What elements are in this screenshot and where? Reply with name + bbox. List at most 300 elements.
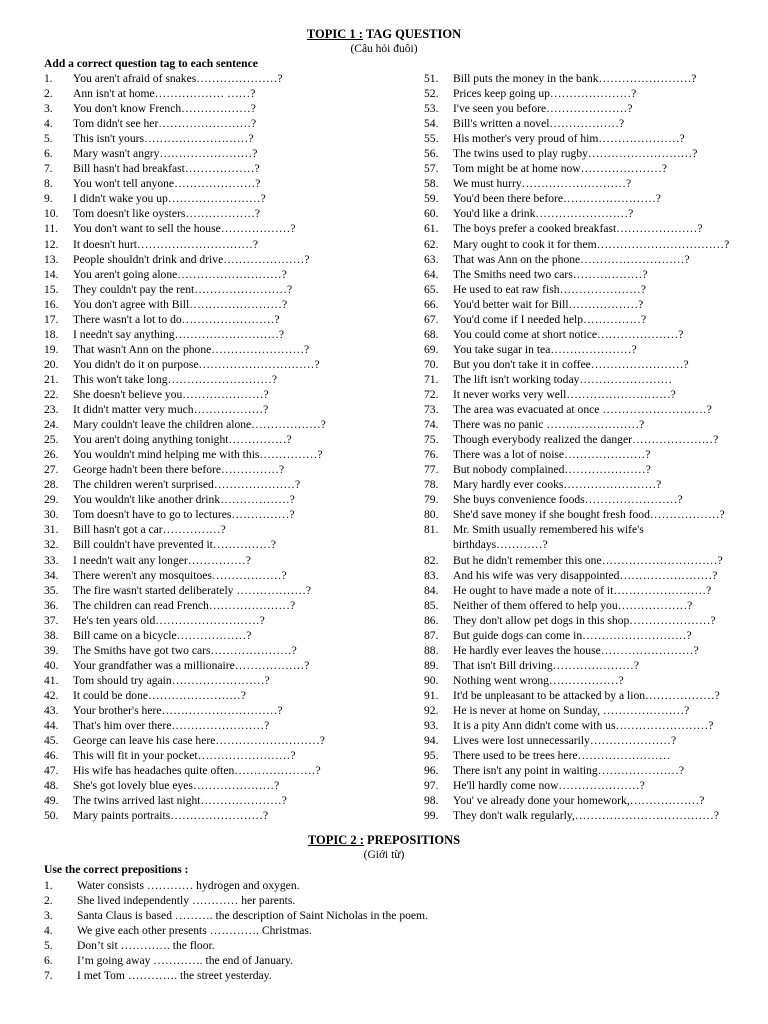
item-number: 1. (44, 72, 53, 85)
exercise-item (44, 718, 414, 733)
item-number: 18. (44, 327, 59, 341)
item-number: 37. (44, 613, 59, 627)
exercise-item (424, 748, 764, 763)
exercise-item (44, 878, 744, 893)
item-text: He ought to have made a note of it……………………? (453, 583, 712, 597)
item-text: But guide dogs can come in………………………? (453, 628, 692, 642)
exercise-item (44, 342, 414, 357)
item-number: 5. (44, 132, 53, 146)
item-text: He's ten years old………………………? (73, 613, 265, 627)
item-text: His mother's very proud of him…………………? (453, 132, 685, 146)
item-number: 19. (44, 342, 59, 356)
exercise-item (44, 71, 414, 86)
exercise-item (44, 462, 414, 477)
exercise-item (44, 522, 414, 537)
item-number: 90. (424, 673, 439, 687)
item-text: She lived independently ………… her parents. (77, 894, 296, 908)
item-number: 14. (44, 267, 59, 281)
item-number: 30. (44, 508, 59, 522)
exercise-item (44, 658, 414, 673)
exercise-item (44, 101, 414, 116)
item-number: 26. (44, 448, 59, 462)
exercise-item (44, 146, 414, 161)
exercise-item (424, 372, 764, 387)
item-number: 69. (424, 342, 439, 356)
topic1-left-column (44, 71, 414, 823)
item-text: Nothing went wrong………………? (453, 673, 624, 687)
exercise-item (44, 312, 414, 327)
exercise-item (44, 923, 744, 938)
exercise-item (424, 86, 764, 101)
exercise-item (44, 237, 414, 252)
item-text: The fire wasn't started deliberately ………………? (73, 583, 312, 597)
item-text: But nobody complained…………………? (453, 463, 651, 477)
exercise-item (424, 553, 764, 568)
item-number: 62. (424, 237, 439, 251)
exercise-item (44, 372, 414, 387)
item-number: 88. (424, 643, 439, 657)
item-number: 5. (44, 939, 53, 953)
exercise-item (44, 221, 414, 236)
exercise-item (424, 598, 764, 613)
item-text: It didn't matter very much………………? (73, 403, 269, 417)
exercise-item (424, 703, 764, 718)
item-text: The lift isn't working today…………………… (453, 372, 673, 386)
exercise-item (424, 522, 764, 552)
item-number: 16. (44, 297, 59, 311)
item-text: Lives were lost unnecessarily…………………? (453, 734, 677, 748)
item-number: 24. (44, 418, 59, 432)
topic1-title (0, 27, 768, 42)
exercise-item (424, 808, 764, 823)
exercise-item (424, 462, 764, 477)
exercise-item (44, 553, 414, 568)
item-text: Bill couldn't have prevented it……………? (73, 538, 277, 552)
item-number: 33. (44, 553, 59, 567)
item-number: 74. (424, 418, 439, 432)
item-text: You'd come if I needed help……………? (453, 312, 647, 326)
item-text: I've seen you before…………………? (453, 102, 633, 116)
item-number: 57. (424, 162, 439, 176)
item-number: 1. (44, 879, 53, 892)
item-text: The children can read French…………………? (73, 598, 296, 612)
item-number: 44. (44, 719, 59, 733)
exercise-item (424, 763, 764, 778)
item-number: 15. (44, 282, 59, 296)
item-text: This won't take long………………………? (73, 372, 277, 386)
exercise-item (424, 131, 764, 146)
item-text: They don't walk regularly,………………………………? (453, 809, 720, 823)
exercise-item (44, 432, 414, 447)
item-text: Don’t sit …………. the floor. (77, 939, 215, 953)
topic1-subtitle: (Câu hỏi đuôi) (350, 43, 418, 55)
item-number: 12. (44, 237, 59, 251)
item-number: 46. (44, 749, 59, 763)
item-number: 47. (44, 764, 59, 778)
item-text: His wife has headaches quite often…………………? (73, 764, 321, 778)
item-number: 49. (44, 794, 59, 808)
item-text: Santa Claus is based ………. the description of Saint Nicholas in the poem. (77, 909, 428, 923)
exercise-item (424, 282, 764, 297)
exercise-item (44, 733, 414, 748)
exercise-item (424, 432, 764, 447)
item-text: Mr. Smith usually remembered his wife's birthdays…………? (453, 523, 644, 552)
item-text: Tom should try again……………………? (73, 673, 270, 687)
exercise-item (424, 146, 764, 161)
item-number: 7. (44, 969, 53, 983)
item-text: The twins arrived last night…………………? (73, 794, 287, 808)
item-text: This will fit in your pocket……………………? (73, 749, 296, 763)
item-text: Bill hasn't got a car……………? (73, 523, 226, 537)
item-number: 4. (44, 924, 53, 938)
exercise-item (44, 86, 414, 101)
exercise-item (44, 537, 414, 552)
item-number: 22. (44, 387, 59, 401)
item-number: 48. (44, 779, 59, 793)
item-text: Though everybody realized the danger…………………? (453, 433, 719, 447)
item-number: 92. (424, 703, 439, 717)
exercise-item (424, 116, 764, 131)
item-number: 40. (44, 658, 59, 672)
exercise-item (44, 568, 414, 583)
exercise-item (424, 387, 764, 402)
exercise-item (424, 342, 764, 357)
item-number: 72. (424, 387, 439, 401)
exercise-item (424, 417, 764, 432)
exercise-item (44, 357, 414, 372)
item-number: 85. (424, 598, 439, 612)
exercise-item (424, 793, 764, 808)
item-text: There isn't any point in waiting…………………? (453, 764, 685, 778)
item-text: They couldn't pay the rent……………………? (73, 282, 293, 296)
item-number: 94. (424, 734, 439, 748)
item-number: 17. (44, 312, 59, 326)
item-number: 77. (424, 463, 439, 477)
item-text: I didn't wake you up……………………? (73, 192, 266, 206)
item-text: Your grandfather was a millionaire………………? (73, 658, 310, 672)
exercise-item (424, 447, 764, 462)
item-number: 56. (424, 147, 439, 161)
item-text: He hardly ever leaves the house……………………? (453, 643, 699, 657)
item-text: You aren't afraid of snakes…………………? (73, 72, 283, 85)
item-number: 78. (424, 478, 439, 492)
item-number: 23. (44, 403, 59, 417)
item-text: The children weren't surprised…………………? (73, 478, 301, 492)
item-text: Tom might be at home now…………………? (453, 162, 667, 176)
item-text: Prices keep going up…………………? (453, 87, 637, 101)
item-text: Ann isn't at home……………… ……? (73, 87, 256, 101)
topic1-header (0, 27, 768, 56)
item-number: 79. (424, 493, 439, 507)
topic2-list (44, 878, 744, 983)
exercise-item (424, 101, 764, 116)
item-number: 95. (424, 749, 439, 763)
exercise-item (44, 116, 414, 131)
item-text: Mary couldn't leave the children alone………………? (73, 418, 326, 432)
exercise-item (424, 237, 764, 252)
exercise-item (44, 968, 744, 983)
item-number: 9. (44, 192, 53, 206)
item-number: 70. (424, 357, 439, 371)
item-text: You'd like a drink……………………? (453, 207, 634, 221)
item-text: People shouldn't drink and drive…………………? (73, 252, 310, 266)
item-number: 34. (44, 568, 59, 582)
item-number: 27. (44, 463, 59, 477)
exercise-item (424, 673, 764, 688)
exercise-item (44, 778, 414, 793)
item-number: 35. (44, 583, 59, 597)
topic2-label: TOPIC 2 : (307, 833, 364, 847)
item-text: They don't allow pet dogs in this shop…………………? (453, 613, 716, 627)
item-text: You wouldn't mind helping me with this……………? (73, 448, 323, 462)
exercise-item (44, 673, 414, 688)
item-number: 45. (44, 734, 59, 748)
exercise-item (424, 658, 764, 673)
exercise-item (44, 477, 414, 492)
item-number: 4. (44, 117, 53, 131)
exercise-item (44, 613, 414, 628)
item-text: It'd be unpleasant to be attacked by a lion………………? (453, 688, 720, 702)
exercise-item (44, 808, 414, 823)
item-number: 82. (424, 553, 439, 567)
exercise-item (424, 161, 764, 176)
item-text: I needn't wait any longer……………? (73, 553, 251, 567)
topic1-label: TOPIC 1 : (306, 27, 363, 41)
item-text: That isn't Bill driving…………………? (453, 658, 639, 672)
exercise-item (424, 252, 764, 267)
exercise-item (424, 628, 764, 643)
topic1-name: TAG QUESTION (362, 27, 462, 41)
item-text: It could be done……………………? (73, 688, 246, 702)
exercise-item (424, 357, 764, 372)
exercise-item (44, 893, 744, 908)
item-number: 91. (424, 688, 439, 702)
exercise-item (44, 507, 414, 522)
topic2-title (0, 833, 768, 848)
item-text: And his wife was very disappointed……………………? (453, 568, 718, 582)
exercise-item (44, 282, 414, 297)
item-text: I met Tom …………. the street yesterday. (77, 969, 272, 983)
item-number: 98. (424, 794, 439, 808)
item-text: Mary paints portraits……………………? (73, 809, 269, 823)
item-text: You'd better wait for Bill………………? (453, 297, 644, 311)
item-text: That was Ann on the phone………………………? (453, 252, 690, 266)
topic2-subtitle: (Giới từ) (363, 849, 405, 861)
item-text: It is a pity Ann didn't come with us……………………? (453, 719, 714, 733)
item-text: You wouldn't like another drink………………? (73, 493, 295, 507)
item-number: 55. (424, 132, 439, 146)
item-text: This isn't yours………………………? (73, 132, 254, 146)
item-text: But you don't take it in coffee……………………? (453, 357, 689, 371)
item-number: 93. (424, 719, 439, 733)
item-number: 96. (424, 764, 439, 778)
item-text: The Smiths have got two cars…………………? (73, 643, 297, 657)
item-number: 52. (424, 87, 439, 101)
item-text: There weren't any mosquitoes………………? (73, 568, 287, 582)
item-text: It never works very well………………………? (453, 387, 676, 401)
exercise-item (44, 763, 414, 778)
item-text: She'd save money if she bought fresh food………………? (453, 508, 725, 522)
exercise-item (44, 938, 744, 953)
item-text: There was a lot of noise…………………? (453, 448, 651, 462)
item-text: George can leave his case here………………………? (73, 734, 325, 748)
item-number: 73. (424, 403, 439, 417)
exercise-item (44, 598, 414, 613)
item-text: George hadn't been there before……………? (73, 463, 285, 477)
item-number: 20. (44, 357, 59, 371)
exercise-item (424, 507, 764, 522)
topic1-right-column (424, 71, 764, 823)
item-text: She's got lovely blue eyes…………………? (73, 779, 280, 793)
exercise-item (44, 953, 744, 968)
item-text: Mary hardly ever cooks……………………? (453, 478, 662, 492)
item-number: 11. (44, 222, 59, 236)
item-number: 29. (44, 493, 59, 507)
item-number: 75. (424, 433, 439, 447)
item-number: 83. (424, 568, 439, 582)
item-text: Mary ought to cook it for them……………………………? (453, 237, 730, 251)
item-number: 64. (424, 267, 439, 281)
item-number: 32. (44, 538, 59, 552)
item-text: That's him over there……………………? (73, 719, 270, 733)
item-text: You aren't doing anything tonight……………? (73, 433, 292, 447)
item-number: 38. (44, 628, 59, 642)
item-text: Bill's written a novel………………? (453, 117, 625, 131)
topic2-instruction: Use the correct prepositions : (44, 863, 189, 876)
exercise-item (44, 161, 414, 176)
exercise-item (424, 492, 764, 507)
exercise-item (44, 252, 414, 267)
exercise-item (424, 176, 764, 191)
item-number: 7. (44, 162, 53, 176)
item-number: 67. (424, 312, 439, 326)
item-number: 13. (44, 252, 59, 266)
item-text: You take sugar in tea…………………? (453, 342, 637, 356)
item-text: Bill puts the money in the bank……………………? (453, 72, 697, 85)
item-number: 2. (44, 87, 53, 101)
exercise-item (424, 778, 764, 793)
item-text: Water consists ………… hydrogen and oxygen. (77, 879, 300, 892)
item-number: 25. (44, 433, 59, 447)
item-text: You' ve already done your homework,………………? (453, 794, 705, 808)
item-number: 80. (424, 508, 439, 522)
item-number: 59. (424, 192, 439, 206)
exercise-item (44, 191, 414, 206)
item-text: Neither of them offered to help you………………? (453, 598, 693, 612)
exercise-item (44, 793, 414, 808)
exercise-item (44, 267, 414, 282)
item-text: There was no panic ……………………? (453, 418, 645, 432)
item-number: 21. (44, 372, 59, 386)
item-number: 3. (44, 909, 53, 923)
item-text: The area was evacuated at once ………………………? (453, 403, 712, 417)
item-number: 3. (44, 102, 53, 116)
item-text: She doesn't believe you…………………? (73, 387, 269, 401)
item-text: You aren't going alone………………………? (73, 267, 287, 281)
item-number: 2. (44, 894, 53, 908)
topic1-instruction: Add a correct question tag to each sentence (44, 57, 258, 70)
item-text: He used to eat raw fish…………………? (453, 282, 646, 296)
exercise-item (44, 643, 414, 658)
item-number: 39. (44, 643, 59, 657)
item-number: 81. (424, 523, 439, 537)
exercise-item (44, 628, 414, 643)
exercise-item (424, 568, 764, 583)
item-text: There used to be trees here…………………… (453, 749, 671, 763)
exercise-item (424, 613, 764, 628)
item-text: It doesn't hurt…………………………? (73, 237, 258, 251)
item-number: 54. (424, 117, 439, 131)
exercise-item (44, 703, 414, 718)
exercise-item (424, 297, 764, 312)
item-text: Your brother's here…………………………? (73, 703, 283, 717)
item-text: You'd been there before……………………? (453, 192, 661, 206)
item-text: Tom didn't see her……………………? (73, 117, 257, 131)
item-number: 66. (424, 297, 439, 311)
exercise-item (424, 583, 764, 598)
item-text: Tom doesn't like oysters………………? (73, 207, 261, 221)
exercise-item (44, 908, 744, 923)
item-number: 31. (44, 523, 59, 537)
item-number: 84. (424, 583, 439, 597)
exercise-item (424, 327, 764, 342)
item-number: 87. (424, 628, 439, 642)
item-number: 42. (44, 688, 59, 702)
item-number: 76. (424, 448, 439, 462)
exercise-item (44, 176, 414, 191)
exercise-item (424, 402, 764, 417)
exercise-item (44, 206, 414, 221)
item-number: 63. (424, 252, 439, 266)
item-text: The twins used to play rugby………………………? (453, 147, 698, 161)
exercise-item (424, 688, 764, 703)
item-text: We must hurry………………………? (453, 177, 632, 191)
exercise-item (424, 733, 764, 748)
item-number: 60. (424, 207, 439, 221)
exercise-item (424, 191, 764, 206)
exercise-item (44, 583, 414, 598)
item-text: She buys convenience foods……………………? (453, 493, 683, 507)
item-number: 58. (424, 177, 439, 191)
exercise-item (44, 297, 414, 312)
item-text: Bill hasn't had breakfast………………? (73, 162, 260, 176)
item-text: But he didn't remember this one…………………………? (453, 553, 723, 567)
exercise-item (424, 206, 764, 221)
item-text: He is never at home on Sunday, …………………? (453, 703, 690, 717)
exercise-item (44, 748, 414, 763)
item-number: 10. (44, 207, 59, 221)
item-number: 61. (424, 222, 439, 236)
item-text: You could come at short notice…………………? (453, 327, 684, 341)
item-text: You won't tell anyone…………………? (73, 177, 261, 191)
item-number: 65. (424, 282, 439, 296)
exercise-item (44, 492, 414, 507)
item-number: 99. (424, 809, 439, 823)
exercise-item (44, 327, 414, 342)
item-text: We give each other presents …………. Christmas. (77, 924, 312, 938)
exercise-item (424, 312, 764, 327)
topic2-header (0, 833, 768, 862)
item-number: 89. (424, 658, 439, 672)
item-text: The boys prefer a cooked breakfast…………………? (453, 222, 703, 236)
item-text: I’m going away …………. the end of January. (77, 954, 293, 968)
item-text: That wasn't Ann on the phone……………………? (73, 342, 310, 356)
exercise-item (44, 402, 414, 417)
exercise-item (44, 417, 414, 432)
item-number: 71. (424, 372, 439, 386)
item-number: 51. (424, 72, 439, 85)
item-number: 68. (424, 327, 439, 341)
